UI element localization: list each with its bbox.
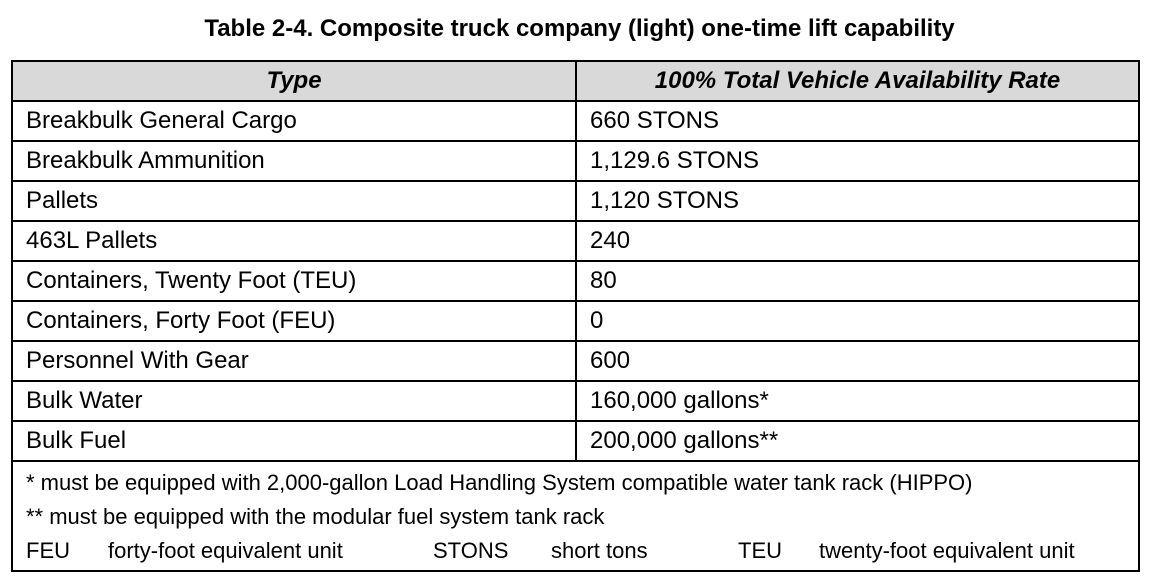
table-notes	[12, 461, 1139, 571]
fuel-footnote: ** must be equipped with the modular fuel system tank rack	[26, 504, 605, 529]
cell-type: 463L Pallets	[12, 221, 576, 261]
cell-type: Containers, Twenty Foot (TEU)	[12, 261, 576, 301]
abbreviation-term: FEU	[26, 538, 70, 563]
cell-type: Bulk Fuel	[12, 421, 576, 461]
cell-rate: 240	[576, 221, 1139, 261]
table-row	[12, 301, 1139, 341]
table-row	[12, 221, 1139, 261]
cell-rate: 200,000 gallons**	[576, 421, 1139, 461]
column-header-rate: 100% Total Vehicle Availability Rate	[576, 61, 1139, 101]
table-row	[12, 381, 1139, 421]
table-row	[12, 101, 1139, 141]
abbreviation-term: STONS	[433, 538, 509, 563]
cell-rate: 0	[576, 301, 1139, 341]
cell-type: Breakbulk General Cargo	[12, 101, 576, 141]
cell-rate: 160,000 gallons*	[576, 381, 1139, 421]
table-row	[12, 181, 1139, 221]
water-footnote: * must be equipped with 2,000-gallon Load Handling System compatible water tank rack (HIPPO)	[26, 470, 973, 495]
table-row	[12, 141, 1139, 181]
cell-rate: 660 STONS	[576, 101, 1139, 141]
cell-type: Bulk Water	[12, 381, 576, 421]
cell-rate: 1,129.6 STONS	[576, 141, 1139, 181]
lift-capability-table	[11, 60, 1140, 572]
cell-rate: 80	[576, 261, 1139, 301]
table-header-row	[12, 61, 1139, 101]
table-row	[12, 341, 1139, 381]
notes-row	[12, 461, 1139, 571]
abbreviation-meaning: short tons	[551, 538, 648, 563]
cell-rate: 600	[576, 341, 1139, 381]
table-row	[12, 261, 1139, 301]
abbreviation-meaning: forty-foot equivalent unit	[108, 538, 343, 563]
table-row	[12, 421, 1139, 461]
cell-type: Containers, Forty Foot (FEU)	[12, 301, 576, 341]
cell-type: Personnel With Gear	[12, 341, 576, 381]
cell-type: Breakbulk Ammunition	[12, 141, 576, 181]
cell-rate: 1,120 STONS	[576, 181, 1139, 221]
cell-type: Pallets	[12, 181, 576, 221]
table-title: Table 2-4. Composite truck company (light) one-time lift capability	[204, 15, 955, 42]
abbreviation-legend	[26, 534, 1138, 568]
abbreviation-meaning: twenty-foot equivalent unit	[819, 538, 1075, 563]
column-header-type: Type	[12, 61, 576, 101]
abbreviation-term: TEU	[738, 538, 782, 563]
